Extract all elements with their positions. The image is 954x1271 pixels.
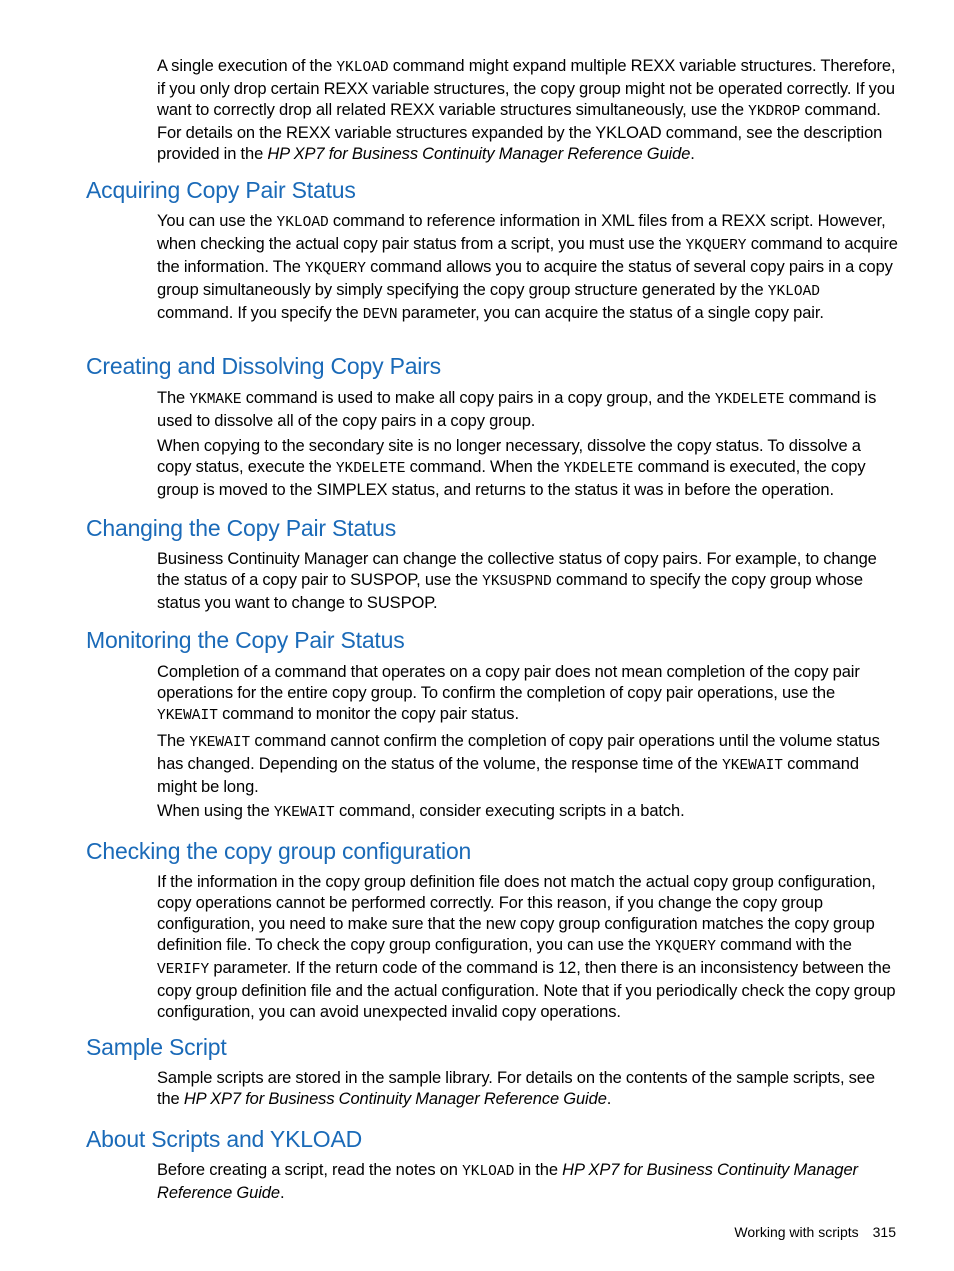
text-run: command cannot confirm the completion of copy pair operations until the volume status has changed. Depending on the status of the volume, the response time of the — [157, 732, 880, 773]
text-run: Business Continuity Manager can change the collective status of copy pairs. For example, to change the status of a copy pair to SUSPOP, use the — [157, 550, 877, 589]
text-run: . — [690, 145, 695, 163]
monitoring-paragraph-1 — [157, 662, 899, 727]
text-run: command is used to dissolve all of the copy pairs in a copy group. — [157, 389, 877, 430]
changing-paragraph — [157, 549, 899, 614]
text-run: command, consider executing scripts in a batch. — [334, 802, 685, 820]
code-ykquery: YKQUERY — [305, 261, 366, 277]
monitoring-paragraph-2 — [157, 731, 899, 798]
code-ykewait: YKEWAIT — [157, 708, 218, 724]
text-run: command. If you specify the — [157, 304, 363, 322]
code-ykquery: YKQUERY — [654, 939, 716, 955]
reference-guide-title: HP XP7 for Business Continuity Manager Reference Guide — [157, 1161, 858, 1202]
code-ykewait: YKEWAIT — [273, 805, 335, 821]
reference-guide-title: HP XP7 for Business Continuity Manager Reference Guide — [183, 1090, 607, 1108]
code-ykload: YKLOAD — [276, 215, 329, 231]
text-run: command to reference information in XML files from a REXX script. However, when checking the actual copy pair status from a script, you must use the — [157, 212, 886, 253]
code-devn: DEVN — [362, 307, 398, 323]
intro-section — [157, 56, 899, 165]
text-run: command allows you to acquire the status of several copy pairs in a copy group simultaneously by simply specifying the copy group structure generated by the — [157, 258, 893, 299]
creating-section-2 — [157, 436, 899, 501]
creating-paragraph-2 — [157, 436, 899, 501]
text-run: command to acquire the information. The — [157, 235, 898, 276]
text-run: command with the — [715, 936, 852, 954]
text-run: When using the — [157, 802, 274, 820]
text-run: parameter. If the return code of the command is 12, then there is an inconsistency between the copy group definition file and the actual configuration. Note that if you periodically check the copy group configuration, you can avoid unexpected invalid copy operations. — [157, 959, 896, 1021]
heading-sample-script: Sample Script — [86, 1034, 227, 1060]
code-ykquery: YKQUERY — [685, 238, 747, 254]
text-run: command to monitor the copy pair status. — [217, 705, 519, 723]
text-run: parameter, you can acquire the status of a single copy pair. — [397, 304, 824, 322]
text-run: command might be long. — [157, 755, 859, 796]
checking-paragraph — [157, 872, 899, 1023]
text-run: When copying to the secondary site is no longer necessary, dissolve the copy status. To dissolve a copy status, execute the — [157, 437, 861, 476]
sample-section — [157, 1068, 899, 1110]
about-section — [157, 1160, 899, 1204]
sample-paragraph — [157, 1068, 899, 1110]
acquiring-section — [157, 211, 899, 326]
text-run: command is executed, the copy group is moved to the SIMPLEX status, and returns to the status it was in before the operation. — [157, 458, 866, 499]
code-ykewait: YKEWAIT — [189, 735, 251, 751]
code-ykmake: YKMAKE — [189, 392, 242, 408]
checking-section — [157, 872, 899, 1023]
text-run: command is used to make all copy pairs in a copy group, and the — [241, 389, 715, 407]
acquiring-paragraph — [157, 211, 899, 326]
page-footer — [734, 1223, 896, 1241]
intro-paragraph — [157, 56, 899, 165]
code-ykload: YKLOAD — [336, 60, 389, 76]
creating-section — [157, 388, 899, 432]
text-run: You can use the — [157, 212, 277, 230]
monitoring-paragraph-3 — [157, 801, 899, 824]
about-paragraph — [157, 1160, 899, 1204]
text-run: in the — [514, 1161, 563, 1179]
text-run: If the information in the copy group definition file does not match the actual copy group configuration, copy operations cannot be performed correctly. For this reason, if you change the copy group configuration, you need to make sure that the new copy group configuration matches the copy group definition file. To check the copy group configuration, you can use the — [157, 873, 876, 954]
text-run: . — [606, 1090, 612, 1108]
monitoring-section-3 — [157, 801, 899, 824]
text-run: command. When the — [405, 458, 564, 476]
creating-paragraph-1 — [157, 388, 899, 432]
text-run: The — [157, 389, 190, 407]
heading-checking-copy-group-configuration: Checking the copy group configuration — [86, 838, 472, 864]
code-ykdelete: YKDELETE — [714, 392, 785, 408]
reference-guide-title: HP XP7 for Business Continuity Manager Reference Guide — [267, 145, 691, 163]
code-ykdrop: YKDROP — [748, 104, 801, 120]
code-verify: VERIFY — [157, 962, 210, 978]
code-ykdelete: YKDELETE — [335, 461, 406, 477]
code-ykload: YKLOAD — [767, 284, 820, 300]
heading-changing-copy-pair-status: Changing the Copy Pair Status — [86, 515, 397, 541]
heading-monitoring-copy-pair-status: Monitoring the Copy Pair Status — [86, 627, 405, 653]
text-run: The — [157, 732, 190, 750]
footer-section-title: Working with scripts — [734, 1224, 859, 1240]
heading-creating-dissolving-copy-pairs: Creating and Dissolving Copy Pairs — [86, 353, 441, 379]
text-run: command might expand multiple REXX variable structures. Therefore, if you only drop certain REXX variable structures, the copy group might not be operated correctly. If you want to correctly drop all related REXX variable structures simultaneously, use the — [157, 57, 896, 119]
text-run: Before creating a script, read the notes on — [157, 1161, 463, 1179]
text-run: Completion of a command that operates on a copy pair does not mean completion of the copy pair operations for the entire copy group. To confirm the completion of copy pair operations, use the — [157, 663, 860, 702]
changing-section — [157, 549, 899, 614]
text-run: . — [279, 1184, 285, 1202]
heading-about-scripts-ykload: About Scripts and YKLOAD — [86, 1126, 363, 1152]
monitoring-section — [157, 662, 899, 727]
code-ykdelete: YKDELETE — [563, 461, 634, 477]
text-run: command to specify the copy group whose status you want to change to SUSPOP. — [157, 571, 864, 612]
heading-acquiring-copy-pair-status: Acquiring Copy Pair Status — [86, 177, 356, 203]
code-ykload: YKLOAD — [462, 1164, 515, 1180]
code-ykewait: YKEWAIT — [722, 758, 783, 774]
text-run: Sample scripts are stored in the sample library. For details on the contents of the sample scripts, see the — [157, 1069, 875, 1108]
text-run: A single execution of the — [157, 57, 337, 75]
code-yksuspnd: YKSUSPND — [482, 574, 552, 590]
monitoring-section-2 — [157, 731, 899, 798]
text-run: command. For details on the REXX variable structures expanded by the YKLOAD command, see the description provided in the — [157, 101, 883, 163]
page-number: 315 — [872, 1224, 896, 1240]
